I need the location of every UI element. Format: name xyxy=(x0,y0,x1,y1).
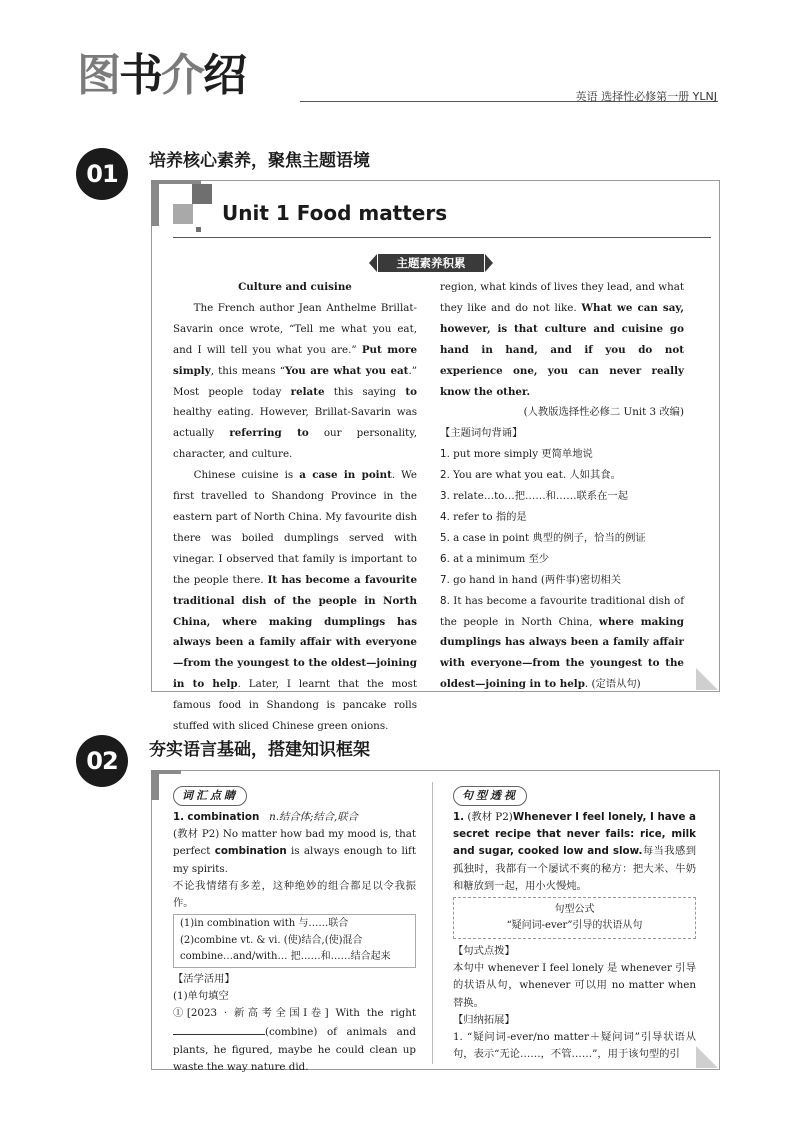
phrase-text: a case in point 典型的例子，恰当的例证 xyxy=(453,531,646,544)
tip-label: 【句式点拨】 xyxy=(453,945,515,958)
unit-title-rule xyxy=(173,237,711,238)
unit-deco-square xyxy=(173,204,193,224)
vocab-example-b: is always enough to lift my spirits. xyxy=(173,845,416,875)
vocabulary-pill: 词汇点睛 xyxy=(173,786,247,806)
sentence-item-1 xyxy=(453,809,696,895)
passage-paragraph-1: The French author Jean Anthelme Brillat-Savarin once wrote, “Tell me what you eat, and I will tell you what you are.” Put more simply, this means “You are what you eat.” Most people today relate this saying to healthy eating. However, Brillat-Savarin was actually referring to our personality, character, and culture. xyxy=(173,301,417,461)
sentence-bold: Whenever I feel lonely, I have a secret recipe that never fails: rice, milk and sugar, cooked low and slow. xyxy=(453,811,696,858)
section-title-02: 夯实语言基础，搭建知识框架 xyxy=(149,740,370,760)
section-badge-02: 02 xyxy=(76,735,128,787)
sentence-source: (教材 P2) xyxy=(467,811,513,823)
section-badge-01: 01 xyxy=(76,148,128,200)
vocab-note: (1)in combination with 与……联合 xyxy=(180,918,349,930)
vocab-translation: 不论我情绪有多差，这种绝妙的组合都足以令我振作。 xyxy=(173,879,416,910)
extension-label: 【归纳拓展】 xyxy=(453,1013,515,1026)
banner-right-arrow xyxy=(485,254,493,272)
phrase-text: put more simply 更简单地说 xyxy=(453,448,593,461)
sentence-pattern-pill: 句型透视 xyxy=(453,786,527,806)
vocab-meaning: n.结合体;结合,联合 xyxy=(269,811,358,823)
unit-deco-square xyxy=(192,184,212,204)
phrase-number: 3 xyxy=(440,490,447,503)
sentence-pattern-column xyxy=(453,786,696,1063)
practice-question-a: ①[2023 · 新高考全国Ⅰ卷] With the right xyxy=(173,1007,416,1020)
formula-text: “疑问词-ever”引导的状语从句 xyxy=(506,920,643,932)
phrase-text: You are what you eat. 人如其食。 xyxy=(453,469,621,482)
phrase-item: 1. put more simply 更简单地说 xyxy=(440,448,593,461)
theme-banner: 主题素养积累 xyxy=(378,254,484,272)
phrase-8-text-bold: where making dumplings has always been a family affair with everyone—from the youngest to the oldest—joining in to help xyxy=(440,615,685,691)
phrase-number: 1 xyxy=(440,448,447,461)
banner-left-arrow xyxy=(369,254,377,272)
vocab-word: combination xyxy=(187,811,260,823)
extension-text: 1. “疑问词-ever/no matter＋疑问词”引导状语从句，表示“无论……，不管……”，用于该句型的引 xyxy=(453,1031,696,1061)
vocab-item-1 xyxy=(173,809,416,826)
practice-subtitle: (1)单句填空 xyxy=(173,989,229,1002)
phrase-text: relate…to…把……和……联系在一起 xyxy=(453,490,628,503)
vocabulary-column xyxy=(173,786,416,1076)
page-fold-corner xyxy=(696,1046,718,1068)
box-corner-accent xyxy=(151,770,159,800)
phrase-item: 7. go hand in hand (两件事)密切相关 xyxy=(440,573,622,586)
vocab-example-bold: combination xyxy=(214,845,287,858)
phrase-item: 4. refer to 指的是 xyxy=(440,510,527,523)
phrases-list xyxy=(440,444,684,590)
logo-char-1: 图 xyxy=(77,50,119,101)
vocab-number: 1. xyxy=(173,811,185,823)
logo-char-3: 介 xyxy=(161,50,203,101)
fill-in-blank[interactable] xyxy=(173,1022,265,1035)
phrases-label: 【主题词句背诵】 xyxy=(440,427,523,440)
phrase-text: refer to 指的是 xyxy=(453,510,527,523)
passage-source: (人教版选择性必修二 Unit 3 改编) xyxy=(523,406,684,419)
header-subtitle: 英语 选择性必修第一册 YLNJ xyxy=(575,90,717,103)
phrase-item: 2. You are what you eat. 人如其食。 xyxy=(440,469,621,482)
phrase-text: at a minimum 至少 xyxy=(453,552,550,565)
vocab-note: (2)combine vt. & vi. (使)结合,(使)混合 xyxy=(180,934,363,946)
passage-paragraph-3: region, what kinds of lives they lead, and what they like and do not like. What we can say, however, is that culture and cuisine go hand in hand, and if you do not experience one, you can never really know the other. xyxy=(440,281,684,398)
vocab-example-a: (教材 P2) No matter how bad my mood is, that perfect xyxy=(173,828,416,858)
practice-question xyxy=(173,1005,416,1076)
passage-title: Culture and cuisine xyxy=(238,281,352,293)
unit-deco-square xyxy=(196,227,201,232)
phrase-item-8: 8. It has become a favourite traditional dish of the people in North China, where making dumplings has always been a family affair with everyone—from the youngest to the oldest—joining in to help. (定语从句) xyxy=(440,594,685,691)
box-corner-accent-top xyxy=(151,770,181,774)
sentence-number: 1. xyxy=(453,811,465,823)
phrase-item: 3. relate…to…把……和……联系在一起 xyxy=(440,490,628,503)
practice-question-b: (combine) of animals and plants, he figured, maybe he could clean up waste the way nature did. xyxy=(173,1026,416,1073)
vocab-notes-box xyxy=(173,914,416,968)
book-intro-logo xyxy=(77,52,307,100)
passage-left-column xyxy=(173,277,417,737)
phrase-number: 2 xyxy=(440,469,447,482)
phrase-number: 8 xyxy=(440,594,447,607)
box-corner-accent xyxy=(151,180,159,226)
formula-label: 句型公式 xyxy=(554,904,595,916)
phrase-number: 5 xyxy=(440,531,447,544)
practice-label: 【活学活用】 xyxy=(173,972,235,985)
logo-char-2: 书 xyxy=(119,50,161,101)
logo-char-4: 绍 xyxy=(203,50,245,101)
phrase-text: go hand in hand (两件事)密切相关 xyxy=(453,573,622,586)
phrase-item: 6. at a minimum 至少 xyxy=(440,552,550,565)
phrase-item: 5. a case in point 典型的例子，恰当的例证 xyxy=(440,531,646,544)
passage-paragraph-2: Chinese cuisine is a case in point. We first travelled to Shandong Province in the eastern part of North China. My favourite dish there was boiled dumplings served with vinegar. I observed that family is important to the people there. It has become a favourite traditional dish of the people in North China, where making dumplings has always been a family affair with everyone—from the youngest to the oldest—joining in to help. Later, I learnt that the most famous food in Shandong is pancake rolls stuffed with sliced Chinese green onions. xyxy=(173,469,418,733)
passage-right-column xyxy=(440,277,684,695)
column-divider xyxy=(432,782,433,1064)
section-title-01: 培养核心素养，聚焦主题语境 xyxy=(149,151,370,171)
phrase-8-text-c: . (定语从句) xyxy=(584,678,641,691)
phrase-number: 6 xyxy=(440,552,447,565)
phrase-number: 4 xyxy=(440,510,447,523)
formula-box xyxy=(453,897,696,939)
phrase-8-text-a: It has become a favourite traditional dish of the people in North China, xyxy=(440,594,685,628)
sentence-translation: 每当我感到孤独时，我都有一个屡试不爽的秘方：把大米、牛奶和糖放到一起，用小火慢炖。 xyxy=(453,845,696,892)
vocab-example xyxy=(173,826,416,878)
vocab-note: combine…and/with… 把……和……结合起来 xyxy=(180,951,391,963)
tip-text: 本句中 whenever I feel lonely 是 whenever 引导的状语从句，whenever 可以用 no matter when 替换。 xyxy=(453,962,696,1009)
unit-title: Unit 1 Food matters xyxy=(222,201,448,225)
phrase-number: 7 xyxy=(440,573,447,586)
page-fold-corner xyxy=(696,668,718,690)
